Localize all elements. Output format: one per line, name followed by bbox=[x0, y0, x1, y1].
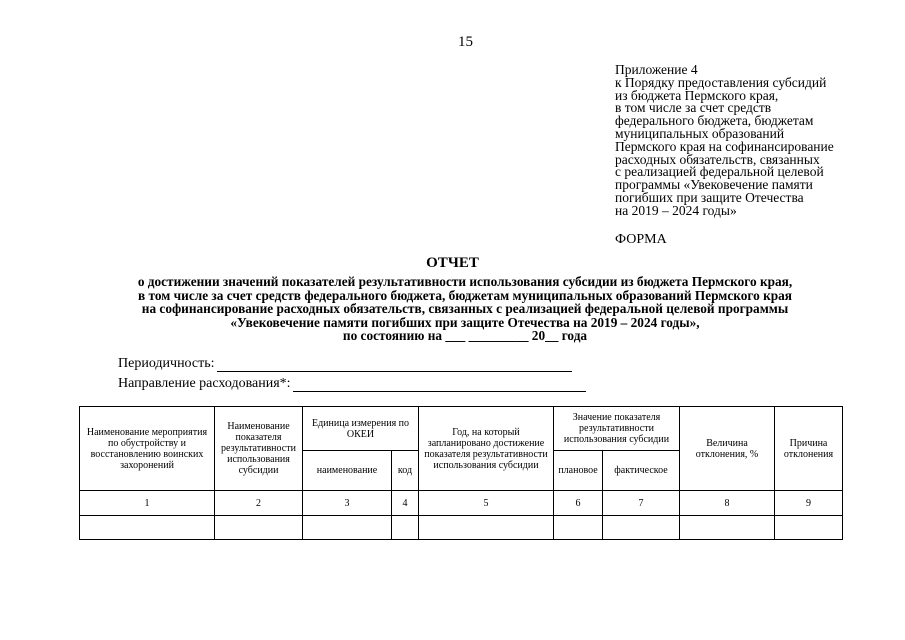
subtitle-line: в том числе за счет средств федерального бюджета, бюджетам муниципальных образований Пермского края bbox=[138, 287, 792, 303]
header-value-actual: фактическое bbox=[603, 451, 680, 491]
periodicity-field bbox=[118, 356, 572, 372]
page-number: 15 bbox=[458, 34, 473, 50]
column-number: 1 bbox=[80, 491, 215, 516]
subtitle-line: «Увековечение памяти погибших при защите Отечества на 2019 – 2024 годы», bbox=[230, 314, 700, 330]
appendix-line: в том числе за счет средств bbox=[615, 100, 772, 116]
header-unit-okei: Единица измерения по ОКЕИ bbox=[303, 407, 419, 451]
column-number: 7 bbox=[603, 491, 680, 516]
table-cell[interactable] bbox=[303, 516, 392, 540]
header-unit-code: код bbox=[392, 451, 419, 491]
table-cell[interactable] bbox=[392, 516, 419, 540]
column-number: 5 bbox=[419, 491, 554, 516]
table-cell[interactable] bbox=[603, 516, 680, 540]
column-number: 2 bbox=[215, 491, 303, 516]
table-cell[interactable] bbox=[215, 516, 303, 540]
subtitle-line: на софинансирование расходных обязательств, связанных с реализацией федеральной целевой программы bbox=[141, 301, 789, 316]
header-activity-name: Наименование мероприятия по обустройству и восстановлению воинских захоронений bbox=[80, 407, 215, 491]
column-number: 9 bbox=[775, 491, 843, 516]
direction-blank-line[interactable] bbox=[293, 378, 586, 392]
direction-label: Направление расходования*: bbox=[118, 376, 291, 391]
header-indicator-value: Значение показателя результативности использования субсидии bbox=[554, 407, 680, 451]
table-row bbox=[80, 516, 843, 540]
appendix-line: к Порядку предоставления субсидий bbox=[615, 74, 827, 90]
header-target-year: Год, на который запланировано достижение показателя результативности использования субсидии bbox=[419, 407, 554, 491]
periodicity-blank-line[interactable] bbox=[217, 358, 572, 372]
header-unit-name: наименование bbox=[303, 451, 392, 491]
form-label: ФОРМА bbox=[615, 232, 667, 247]
column-numbers-row bbox=[80, 491, 843, 516]
report-subtitle bbox=[0, 275, 905, 343]
appendix-line: программы «Увековечение памяти bbox=[615, 177, 813, 193]
column-number: 6 bbox=[554, 491, 603, 516]
appendix-line: Приложение 4 bbox=[615, 62, 698, 77]
column-number: 4 bbox=[392, 491, 419, 516]
direction-field bbox=[118, 376, 586, 392]
header-value-planned: плановое bbox=[554, 451, 603, 491]
header-deviation: Величина отклонения, % bbox=[680, 407, 775, 491]
table-cell[interactable] bbox=[680, 516, 775, 540]
appendix-line: федерального бюджета, бюджетам bbox=[615, 113, 814, 129]
appendix-line: расходных обязательств, связанных bbox=[615, 151, 820, 167]
column-number: 3 bbox=[303, 491, 392, 516]
appendix-line: погибших при защите Отечества bbox=[615, 189, 804, 205]
table-cell[interactable] bbox=[554, 516, 603, 540]
report-title: ОТЧЕТ bbox=[426, 255, 479, 271]
appendix-line: с реализацией федеральной целевой bbox=[615, 164, 824, 180]
appendix-line: на 2019 – 2024 годы» bbox=[615, 202, 737, 218]
subtitle-line: по состоянию на ___ _________ 20__ года bbox=[342, 328, 588, 343]
appendix-line: муниципальных образований bbox=[615, 125, 785, 141]
appendix-line: Пермского края на софинансирование bbox=[615, 138, 834, 154]
column-number: 8 bbox=[680, 491, 775, 516]
report-table bbox=[79, 406, 843, 540]
appendix-block bbox=[615, 64, 905, 218]
table-cell[interactable] bbox=[80, 516, 215, 540]
subtitle-line: о достижении значений показателей результативности использования субсидии из бюджета Пермского края, bbox=[137, 274, 793, 289]
table-cell[interactable] bbox=[419, 516, 554, 540]
header-indicator-name: Наименование показателя результативности использования субсидии bbox=[215, 407, 303, 491]
header-deviation-reason: Причина отклонения bbox=[775, 407, 843, 491]
appendix-line: из бюджета Пермского края, bbox=[615, 87, 779, 103]
periodicity-label: Периодичность: bbox=[118, 356, 215, 371]
table-cell[interactable] bbox=[775, 516, 843, 540]
